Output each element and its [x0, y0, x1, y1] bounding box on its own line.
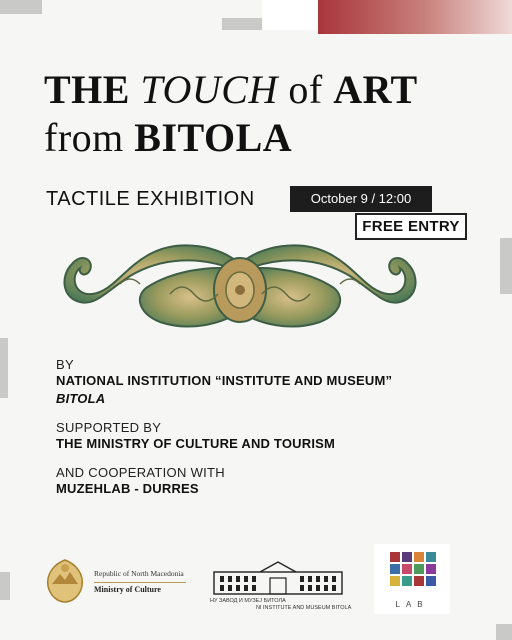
- deco-gray-block-left-mid: [0, 338, 8, 398]
- supporter-label: SUPPORTED BY: [56, 420, 162, 435]
- organizer-label: BY: [56, 357, 74, 372]
- institute-name-mk: НУ ЗАВОД И МУЗЕЈ БИТОЛА: [210, 598, 286, 604]
- date-time-badge: October 9 / 12:00: [290, 186, 432, 212]
- page-title: THE TOUCH of ART from BITOLA: [44, 67, 418, 160]
- deco-gray-block-top-left: [0, 0, 42, 14]
- deco-white-block-top: [262, 0, 318, 30]
- ministry-country-text: Republic of North Macedonia: [94, 569, 184, 578]
- cooperation-group: [56, 465, 476, 498]
- deco-gray-block-left-bottom: [0, 572, 10, 600]
- institute-name-en: NI INSTITUTE AND MUSEUM BITOLA: [256, 605, 352, 611]
- supporter-group: [56, 420, 476, 453]
- cooperation-label: AND COOPERATION WITH: [56, 465, 225, 480]
- supporter-name: THE MINISTRY OF CULTURE AND TOURISM: [56, 436, 336, 451]
- deco-gray-block-right-mid: [500, 238, 512, 294]
- exhibition-subtitle: TACTILE EXHIBITION: [46, 188, 255, 210]
- coat-of-arms-icon: [42, 556, 88, 604]
- ministry-of-culture-logo: [42, 556, 192, 606]
- free-entry-badge: FREE ENTRY: [355, 213, 467, 240]
- ministry-name-text: Ministry of Culture: [94, 585, 161, 594]
- muzehlab-logo: [374, 544, 450, 614]
- belt-buckle-artifact-image: [50, 224, 430, 354]
- organizer-group: [56, 357, 476, 408]
- credits-section: [56, 357, 476, 510]
- cooperation-name: MUZEHLAB - DURRES: [56, 481, 199, 496]
- muzehlab-mark-icon: [374, 544, 450, 598]
- top-gradient-band: [318, 0, 512, 34]
- organizer-city: BITOLA: [56, 391, 106, 406]
- ministry-divider: [94, 582, 186, 583]
- institute-museum-bitola-logo: [210, 558, 352, 614]
- museum-building-icon: [210, 558, 346, 596]
- deco-gray-block-right-bottom: [496, 624, 512, 640]
- organizer-name: NATIONAL INSTITUTION “INSTITUTE AND MUSEUM”: [56, 373, 393, 388]
- deco-gray-block-top-mid: [222, 18, 262, 30]
- muzehlab-lab-text: LAB: [395, 600, 429, 609]
